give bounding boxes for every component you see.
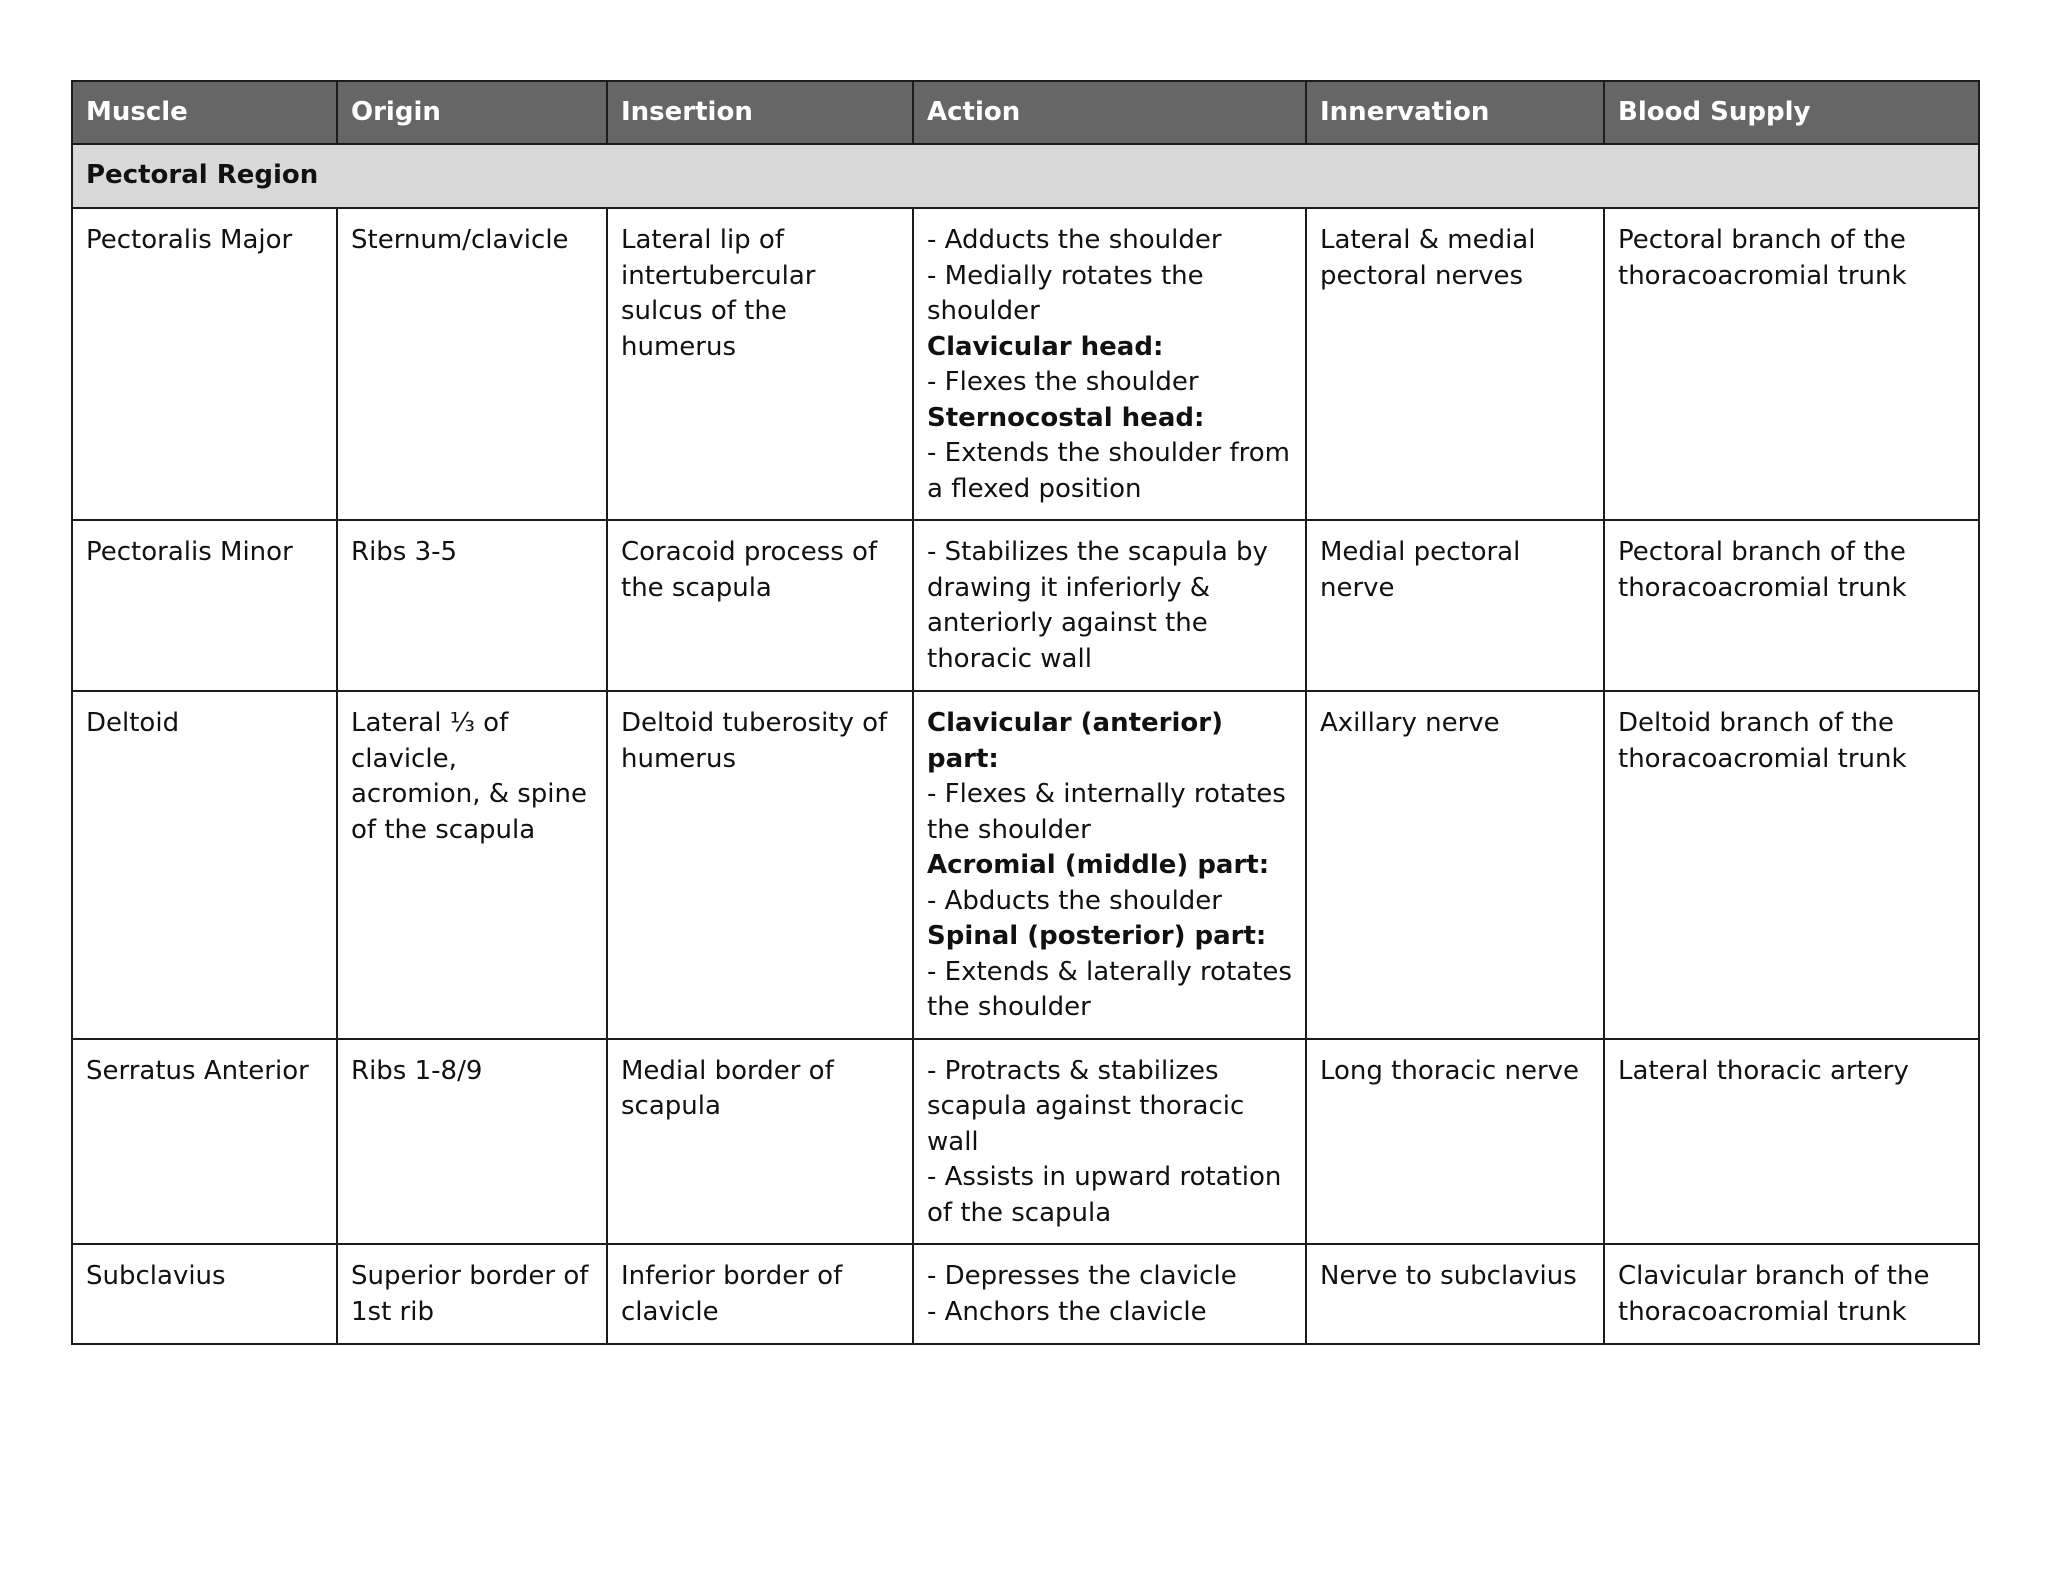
action-line: - Adducts the shoulder	[927, 225, 1222, 255]
cell-insertion: Coracoid process of the scapula	[607, 520, 913, 691]
section-title: Pectoral Region	[72, 144, 1979, 208]
cell-action	[913, 1039, 1306, 1245]
action-line: - Extends & laterally rotates the shoulder	[927, 956, 1292, 1022]
cell-insertion: Deltoid tuberosity of humerus	[607, 691, 913, 1039]
cell-insertion: Medial border of scapula	[607, 1039, 913, 1245]
action-line: - Depresses the clavicle	[927, 1261, 1237, 1291]
action-line: - Abducts the shoulder	[927, 885, 1222, 916]
cell-muscle: Pectoralis Major	[72, 208, 337, 520]
table-body	[72, 144, 1979, 1344]
action-subheading: Sternocostal head:	[927, 402, 1205, 433]
cell-origin: Ribs 1-8/9	[337, 1039, 607, 1245]
action-subheading: Clavicular (anterior) part:	[927, 708, 1223, 774]
table-header	[72, 81, 1979, 144]
action-line: - Flexes the shoulder	[927, 367, 1199, 397]
action-line: - Extends the shoulder from a flexed position	[927, 438, 1290, 504]
cell-innervation: Lateral & medial pectoral nerves	[1306, 208, 1604, 520]
header-action: Action	[913, 81, 1306, 144]
table-row	[72, 520, 1979, 691]
action-line: - Flexes & internally rotates the shoulder	[927, 779, 1286, 845]
cell-blood-supply: Deltoid branch of the thoracoacromial trunk	[1604, 691, 1979, 1039]
cell-muscle: Deltoid	[72, 691, 337, 1039]
header-origin: Origin	[337, 81, 607, 144]
action-line: - Protracts & stabilizes scapula against thoracic wall	[927, 1055, 1245, 1157]
header-muscle: Muscle	[72, 81, 337, 144]
header-insertion: Insertion	[607, 81, 913, 144]
cell-origin: Sternum/clavicle	[337, 208, 607, 520]
cell-innervation: Nerve to subclavius	[1306, 1244, 1604, 1344]
cell-action	[913, 520, 1306, 691]
muscle-table	[71, 80, 1980, 1345]
action-subheading: Acromial (middle) part:	[927, 850, 1270, 880]
cell-innervation: Medial pectoral nerve	[1306, 520, 1604, 691]
header-row	[72, 81, 1979, 144]
cell-origin: Ribs 3-5	[337, 520, 607, 691]
cell-origin: Superior border of 1st rib	[337, 1244, 607, 1344]
cell-innervation: Long thoracic nerve	[1306, 1039, 1604, 1245]
cell-action	[913, 208, 1306, 520]
cell-action	[913, 691, 1306, 1039]
action-line: - Assists in upward rotation of the scapula	[927, 1162, 1282, 1228]
cell-origin: Lateral ⅓ of clavicle, acromion, & spine of the scapula	[337, 691, 607, 1039]
cell-muscle: Pectoralis Minor	[72, 520, 337, 691]
cell-innervation: Axillary nerve	[1306, 691, 1604, 1039]
section-row	[72, 144, 1979, 208]
header-blood-supply: Blood Supply	[1604, 81, 1979, 144]
table-row	[72, 1244, 1979, 1344]
cell-action	[913, 1244, 1306, 1344]
action-subheading: Spinal (posterior) part:	[927, 921, 1267, 951]
cell-muscle: Subclavius	[72, 1244, 337, 1344]
action-line: - Stabilizes the scapula by drawing it inferiorly & anteriorly against the thoracic wall	[927, 537, 1268, 674]
cell-blood-supply: Lateral thoracic artery	[1604, 1039, 1979, 1245]
action-line: - Medially rotates the shoulder	[927, 260, 1204, 326]
cell-insertion: Lateral lip of intertubercular sulcus of the humerus	[607, 208, 913, 520]
cell-blood-supply: Pectoral branch of the thoracoacromial trunk	[1604, 520, 1979, 691]
cell-blood-supply: Clavicular branch of the thoracoacromial trunk	[1604, 1244, 1979, 1344]
cell-muscle: Serratus Anterior	[72, 1039, 337, 1245]
table-row	[72, 691, 1979, 1039]
cell-insertion: Inferior border of clavicle	[607, 1244, 913, 1344]
document-page	[71, 80, 1978, 1345]
cell-blood-supply: Pectoral branch of the thoracoacromial trunk	[1604, 208, 1979, 520]
action-subheading: Clavicular head:	[927, 331, 1164, 362]
table-row	[72, 1039, 1979, 1245]
action-line: - Anchors the clavicle	[927, 1296, 1207, 1327]
table-row	[72, 208, 1979, 520]
header-innervation: Innervation	[1306, 81, 1604, 144]
